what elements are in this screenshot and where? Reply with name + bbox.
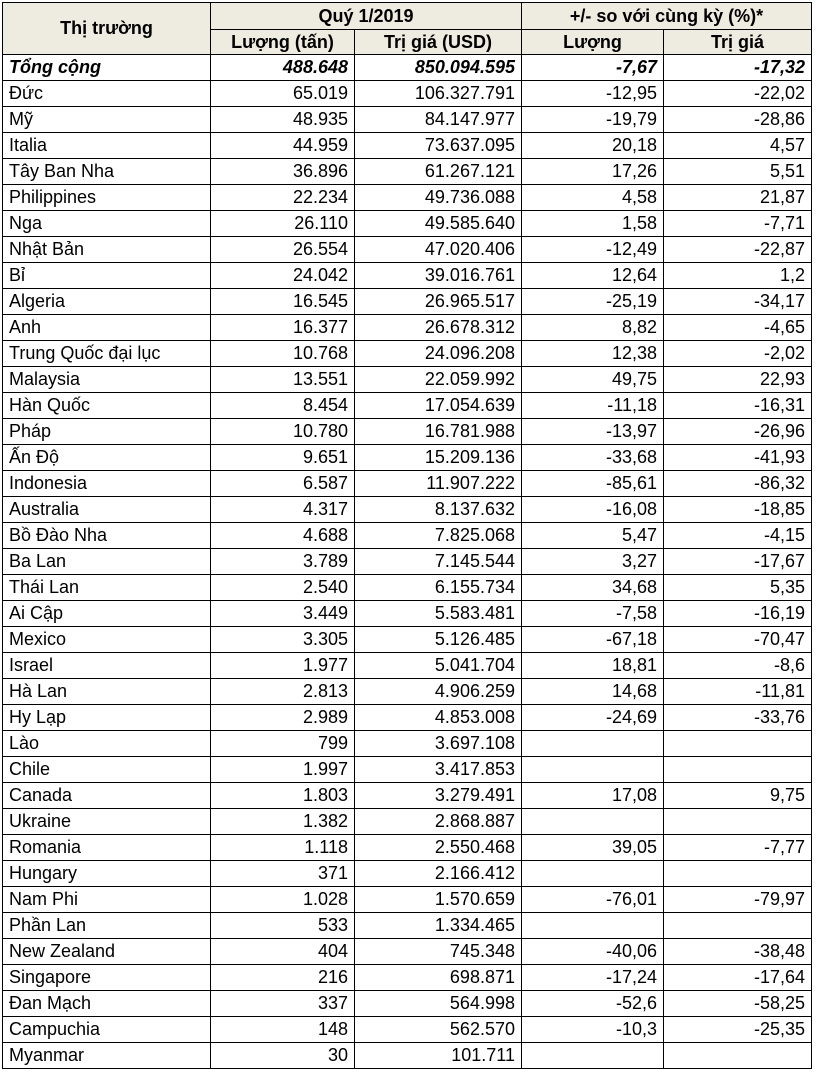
market-name: Lào: [3, 731, 211, 757]
value-cell: 26.965.517: [355, 289, 522, 315]
volume-cell: 24.042: [211, 263, 355, 289]
market-name: Anh: [3, 315, 211, 341]
table-row: [3, 861, 812, 887]
volume-cell: 1.382: [211, 809, 355, 835]
table-row: [3, 939, 812, 965]
value-cell: 2.166.412: [355, 861, 522, 887]
market-name: Canada: [3, 783, 211, 809]
volume-header: Lượng (tấn): [211, 30, 355, 55]
value-change-cell: -7,77: [664, 835, 812, 861]
volume-cell: 404: [211, 939, 355, 965]
volume-cell: 1.997: [211, 757, 355, 783]
value-cell: 7.145.544: [355, 549, 522, 575]
value-change-cell: 5,51: [664, 159, 812, 185]
market-name: Hy Lạp: [3, 705, 211, 731]
volume-change-cell: -12,95: [522, 81, 664, 107]
value-cell: 11.907.222: [355, 471, 522, 497]
value-cell: 61.267.121: [355, 159, 522, 185]
value-cell: 564.998: [355, 991, 522, 1017]
value-cell: 3.697.108: [355, 731, 522, 757]
table-row: [3, 263, 812, 289]
market-name: Italia: [3, 133, 211, 159]
volume-change-cell: -16,08: [522, 497, 664, 523]
volume-cell: 1.977: [211, 653, 355, 679]
value-change-cell: -8,6: [664, 653, 812, 679]
value-change-cell: [664, 809, 812, 835]
volume-cell: 1.803: [211, 783, 355, 809]
value-cell: 3.279.491: [355, 783, 522, 809]
volume-change-cell: 34,68: [522, 575, 664, 601]
value-cell: 8.137.632: [355, 497, 522, 523]
volume-cell: 2.813: [211, 679, 355, 705]
market-name: Trung Quốc đại lục: [3, 341, 211, 367]
value-cell: 5.041.704: [355, 653, 522, 679]
market-name: New Zealand: [3, 939, 211, 965]
value-cell: 7.825.068: [355, 523, 522, 549]
market-name: Chile: [3, 757, 211, 783]
volume-cell: 216: [211, 965, 355, 991]
volume-cell: 26.110: [211, 211, 355, 237]
table-row: [3, 653, 812, 679]
volume-change-cell: 39,05: [522, 835, 664, 861]
volume-cell: 148: [211, 1017, 355, 1043]
volume-change-cell: -24,69: [522, 705, 664, 731]
volume-change-cell: -11,18: [522, 393, 664, 419]
value-change-cell: -41,93: [664, 445, 812, 471]
total-volume: 488.648: [211, 55, 355, 81]
total-value-change: -17,32: [664, 55, 812, 81]
volume-change-cell: 4,58: [522, 185, 664, 211]
volume-cell: 16.545: [211, 289, 355, 315]
volume-change-cell: -25,19: [522, 289, 664, 315]
volume-change-cell: -85,61: [522, 471, 664, 497]
volume-cell: 371: [211, 861, 355, 887]
total-volume-change: -7,67: [522, 55, 664, 81]
value-change-cell: [664, 861, 812, 887]
volume-change-cell: [522, 731, 664, 757]
value-cell: 6.155.734: [355, 575, 522, 601]
market-name: Mexico: [3, 627, 211, 653]
table-row: [3, 1043, 812, 1069]
volume-change-cell: [522, 1043, 664, 1069]
value-header: Trị giá (USD): [355, 30, 522, 55]
volume-cell: 10.780: [211, 419, 355, 445]
market-name: Pháp: [3, 419, 211, 445]
volume-cell: 337: [211, 991, 355, 1017]
volume-change-cell: 17,08: [522, 783, 664, 809]
table-row: [3, 601, 812, 627]
market-name: Bỉ: [3, 263, 211, 289]
volume-cell: 4.688: [211, 523, 355, 549]
table-row: [3, 159, 812, 185]
volume-cell: 3.449: [211, 601, 355, 627]
value-change-cell: -2,02: [664, 341, 812, 367]
table-row: [3, 211, 812, 237]
table-row: [3, 679, 812, 705]
value-cell: 4.906.259: [355, 679, 522, 705]
value-change-cell: -7,71: [664, 211, 812, 237]
value-cell: 22.059.992: [355, 367, 522, 393]
market-name: Bồ Đào Nha: [3, 523, 211, 549]
market-name: Hà Lan: [3, 679, 211, 705]
value-change-cell: -38,48: [664, 939, 812, 965]
market-name: Malaysia: [3, 367, 211, 393]
volume-change-cell: -17,24: [522, 965, 664, 991]
table-row: [3, 185, 812, 211]
table-row: [3, 393, 812, 419]
value-change-cell: -33,76: [664, 705, 812, 731]
value-cell: 24.096.208: [355, 341, 522, 367]
table-row: [3, 107, 812, 133]
table-row: [3, 341, 812, 367]
table-row: [3, 523, 812, 549]
value-change-cell: [664, 757, 812, 783]
volume-cell: 6.587: [211, 471, 355, 497]
market-name: Indonesia: [3, 471, 211, 497]
market-name: Đức: [3, 81, 211, 107]
table-row: [3, 133, 812, 159]
market-name: Hàn Quốc: [3, 393, 211, 419]
market-name: Romania: [3, 835, 211, 861]
table-row: [3, 419, 812, 445]
total-row: [3, 55, 812, 81]
market-name: Ấn Độ: [3, 445, 211, 471]
market-name: Israel: [3, 653, 211, 679]
value-cell: 15.209.136: [355, 445, 522, 471]
period-header: Quý 1/2019: [211, 3, 522, 30]
value-cell: 698.871: [355, 965, 522, 991]
volume-change-cell: 8,82: [522, 315, 664, 341]
value-cell: 1.570.659: [355, 887, 522, 913]
market-name: Myanmar: [3, 1043, 211, 1069]
market-name: Singapore: [3, 965, 211, 991]
value-cell: 562.570: [355, 1017, 522, 1043]
volume-cell: 30: [211, 1043, 355, 1069]
value-cell: 1.334.465: [355, 913, 522, 939]
table-row: [3, 367, 812, 393]
market-name: Đan Mạch: [3, 991, 211, 1017]
market-name: Tây Ban Nha: [3, 159, 211, 185]
volume-change-cell: 49,75: [522, 367, 664, 393]
volume-change-cell: [522, 861, 664, 887]
value-change-cell: -22,87: [664, 237, 812, 263]
value-change-cell: 22,93: [664, 367, 812, 393]
table-row: [3, 913, 812, 939]
table-row: [3, 315, 812, 341]
value-change-cell: -34,17: [664, 289, 812, 315]
market-name: Phần Lan: [3, 913, 211, 939]
value-change-cell: [664, 913, 812, 939]
volume-cell: 8.454: [211, 393, 355, 419]
volume-cell: 3.789: [211, 549, 355, 575]
value-change-cell: -25,35: [664, 1017, 812, 1043]
volume-change-cell: -40,06: [522, 939, 664, 965]
value-cell: 49.585.640: [355, 211, 522, 237]
volume-cell: 48.935: [211, 107, 355, 133]
volume-change-cell: -13,97: [522, 419, 664, 445]
table-row: [3, 289, 812, 315]
value-change-cell: 4,57: [664, 133, 812, 159]
value-cell: 106.327.791: [355, 81, 522, 107]
volume-change-cell: 5,47: [522, 523, 664, 549]
volume-change-header: Lượng: [522, 30, 664, 55]
market-name: Nhật Bản: [3, 237, 211, 263]
value-cell: 2.868.887: [355, 809, 522, 835]
volume-change-cell: 20,18: [522, 133, 664, 159]
table-row: [3, 627, 812, 653]
volume-change-cell: 12,64: [522, 263, 664, 289]
table-row: [3, 835, 812, 861]
value-change-cell: -17,64: [664, 965, 812, 991]
change-header: +/- so với cùng kỳ (%)*: [522, 3, 812, 30]
volume-cell: 799: [211, 731, 355, 757]
value-change-cell: 21,87: [664, 185, 812, 211]
value-change-cell: -86,32: [664, 471, 812, 497]
value-change-cell: -70,47: [664, 627, 812, 653]
value-cell: 5.126.485: [355, 627, 522, 653]
value-cell: 101.711: [355, 1043, 522, 1069]
table-row: [3, 887, 812, 913]
value-cell: 17.054.639: [355, 393, 522, 419]
value-change-header: Trị giá: [664, 30, 812, 55]
volume-cell: 9.651: [211, 445, 355, 471]
volume-cell: 4.317: [211, 497, 355, 523]
value-cell: 26.678.312: [355, 315, 522, 341]
total-value: 850.094.595: [355, 55, 522, 81]
volume-cell: 36.896: [211, 159, 355, 185]
volume-cell: 22.234: [211, 185, 355, 211]
table-row: [3, 549, 812, 575]
volume-cell: 16.377: [211, 315, 355, 341]
table-row: [3, 991, 812, 1017]
table-row: [3, 731, 812, 757]
market-name: Mỹ: [3, 107, 211, 133]
volume-cell: 3.305: [211, 627, 355, 653]
table-row: [3, 1017, 812, 1043]
value-change-cell: -58,25: [664, 991, 812, 1017]
volume-cell: 1.028: [211, 887, 355, 913]
export-market-table: [2, 2, 812, 1069]
value-change-cell: [664, 1043, 812, 1069]
volume-cell: 13.551: [211, 367, 355, 393]
value-change-cell: -11,81: [664, 679, 812, 705]
header-row-1: [3, 3, 812, 30]
market-name: Ukraine: [3, 809, 211, 835]
table-row: [3, 81, 812, 107]
volume-cell: 26.554: [211, 237, 355, 263]
volume-cell: 65.019: [211, 81, 355, 107]
market-name: Nam Phi: [3, 887, 211, 913]
value-cell: 84.147.977: [355, 107, 522, 133]
table-row: [3, 575, 812, 601]
market-name: Ba Lan: [3, 549, 211, 575]
value-change-cell: 1,2: [664, 263, 812, 289]
market-name: Philippines: [3, 185, 211, 211]
volume-cell: 44.959: [211, 133, 355, 159]
value-change-cell: 5,35: [664, 575, 812, 601]
total-name: Tổng cộng: [3, 55, 211, 81]
value-change-cell: -16,31: [664, 393, 812, 419]
value-change-cell: -4,65: [664, 315, 812, 341]
volume-change-cell: -19,79: [522, 107, 664, 133]
volume-cell: 10.768: [211, 341, 355, 367]
value-change-cell: 9,75: [664, 783, 812, 809]
table-row: [3, 237, 812, 263]
value-change-cell: -17,67: [664, 549, 812, 575]
value-cell: 745.348: [355, 939, 522, 965]
table-row: [3, 783, 812, 809]
table-row: [3, 705, 812, 731]
volume-change-cell: -10,3: [522, 1017, 664, 1043]
value-change-cell: -4,15: [664, 523, 812, 549]
volume-change-cell: -67,18: [522, 627, 664, 653]
value-cell: 39.016.761: [355, 263, 522, 289]
value-cell: 73.637.095: [355, 133, 522, 159]
value-change-cell: -22,02: [664, 81, 812, 107]
market-name: Australia: [3, 497, 211, 523]
value-change-cell: [664, 731, 812, 757]
table-row: [3, 471, 812, 497]
value-cell: 4.853.008: [355, 705, 522, 731]
value-change-cell: -16,19: [664, 601, 812, 627]
volume-change-cell: [522, 809, 664, 835]
market-name: Algeria: [3, 289, 211, 315]
market-name: Thái Lan: [3, 575, 211, 601]
market-header: Thị trường: [3, 3, 211, 55]
table-row: [3, 445, 812, 471]
volume-change-cell: [522, 757, 664, 783]
volume-change-cell: 3,27: [522, 549, 664, 575]
value-cell: 2.550.468: [355, 835, 522, 861]
value-cell: 47.020.406: [355, 237, 522, 263]
volume-change-cell: -7,58: [522, 601, 664, 627]
volume-cell: 1.118: [211, 835, 355, 861]
value-change-cell: -18,85: [664, 497, 812, 523]
volume-cell: 2.989: [211, 705, 355, 731]
volume-cell: 2.540: [211, 575, 355, 601]
volume-change-cell: -33,68: [522, 445, 664, 471]
market-name: Ai Cập: [3, 601, 211, 627]
value-cell: 3.417.853: [355, 757, 522, 783]
market-name: Nga: [3, 211, 211, 237]
value-cell: 5.583.481: [355, 601, 522, 627]
volume-change-cell: -52,6: [522, 991, 664, 1017]
market-name: Campuchia: [3, 1017, 211, 1043]
value-change-cell: -26,96: [664, 419, 812, 445]
volume-change-cell: -76,01: [522, 887, 664, 913]
value-change-cell: -79,97: [664, 887, 812, 913]
volume-change-cell: 17,26: [522, 159, 664, 185]
value-cell: 16.781.988: [355, 419, 522, 445]
value-cell: 49.736.088: [355, 185, 522, 211]
volume-change-cell: -12,49: [522, 237, 664, 263]
table-row: [3, 757, 812, 783]
value-change-cell: -28,86: [664, 107, 812, 133]
table-row: [3, 809, 812, 835]
volume-change-cell: 12,38: [522, 341, 664, 367]
volume-change-cell: 1,58: [522, 211, 664, 237]
volume-change-cell: 18,81: [522, 653, 664, 679]
volume-cell: 533: [211, 913, 355, 939]
volume-change-cell: [522, 913, 664, 939]
table-row: [3, 497, 812, 523]
market-name: Hungary: [3, 861, 211, 887]
volume-change-cell: 14,68: [522, 679, 664, 705]
table-row: [3, 965, 812, 991]
